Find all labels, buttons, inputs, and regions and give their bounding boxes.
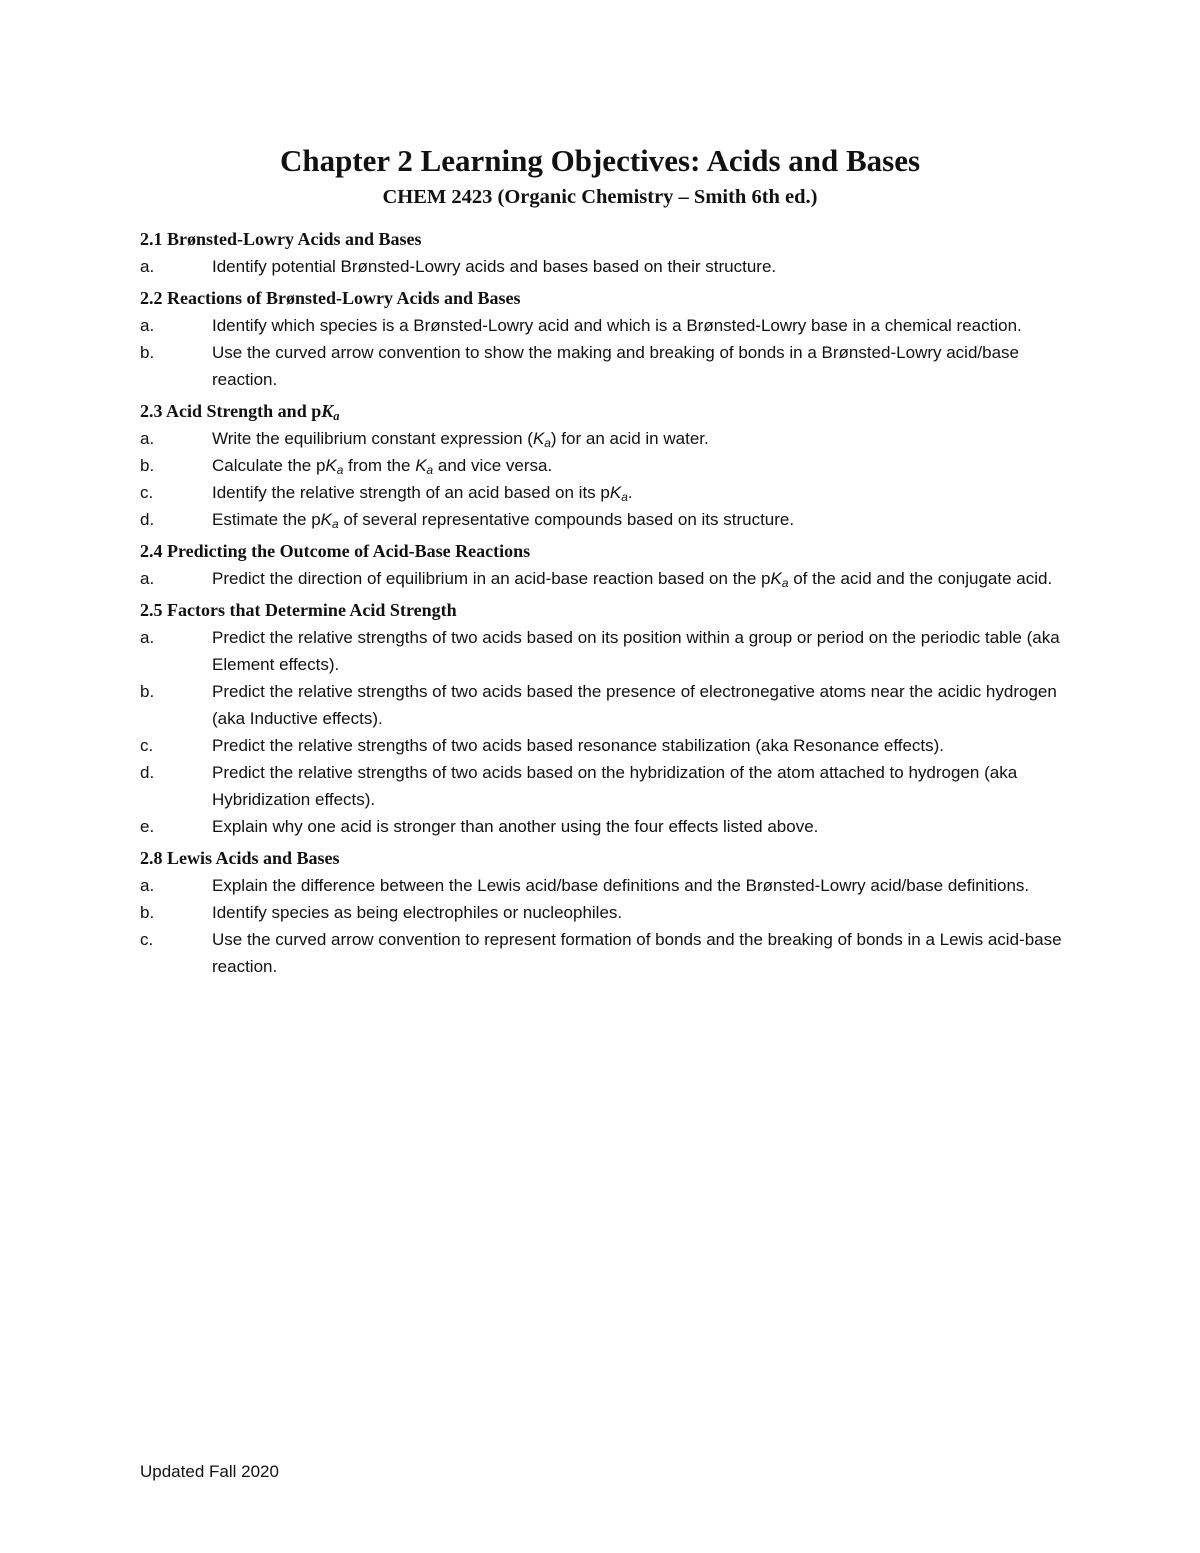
objective-text: Use the curved arrow convention to represent formation of bonds and the breaking of bonds in a Lewis acid-base reaction. xyxy=(212,930,1062,976)
objective-letter: c. xyxy=(140,930,154,949)
objective-item xyxy=(140,425,1065,452)
objectives-list xyxy=(140,226,1065,985)
section xyxy=(140,226,1065,280)
footer-updated: Updated Fall 2020 xyxy=(140,1462,279,1481)
objective-letter: c. xyxy=(140,736,154,755)
objective-text: Identify species as being electrophiles or nucleophiles. xyxy=(212,903,623,922)
objective-text: Use the curved arrow convention to show the making and breaking of bonds in a Brønsted-Lowry acid/base reaction. xyxy=(212,343,1020,389)
objective-item xyxy=(140,452,1065,479)
objective-item xyxy=(140,479,1065,506)
objective-item xyxy=(140,732,1065,759)
objective-letter: d. xyxy=(140,510,155,529)
section xyxy=(140,538,1065,592)
objective-letter: d. xyxy=(140,763,155,782)
objective-text: Predict the relative strengths of two acids based on the hybridization of the atom attached to hydrogen (aka Hybridization effects). xyxy=(212,763,1018,809)
section-heading: 2.1 Brønsted-Lowry Acids and Bases xyxy=(140,229,422,249)
objective-letter: a. xyxy=(140,876,155,895)
objective-item xyxy=(140,565,1065,592)
section-heading: 2.2 Reactions of Brønsted-Lowry Acids and Bases xyxy=(140,288,521,308)
objective-text: Identify which species is a Brønsted-Lowry acid and which is a Brønsted-Lowry base in a chemical reaction. xyxy=(212,316,1022,335)
section-heading: 2.5 Factors that Determine Acid Strength xyxy=(140,600,457,620)
objective-item xyxy=(140,339,1065,393)
objective-item xyxy=(140,253,1065,280)
document-subtitle: CHEM 2423 (Organic Chemistry – Smith 6th ed.) xyxy=(382,186,818,208)
objective-item xyxy=(140,506,1065,533)
section xyxy=(140,398,1065,533)
section-heading: 2.4 Predicting the Outcome of Acid-Base Reactions xyxy=(140,541,531,561)
objective-text: Calculate the $pK_a$ from the $K_a$ and vice versa. xyxy=(212,456,553,477)
objective-letter: e. xyxy=(140,817,155,836)
objective-text: Estimate the $pK_a$ of several representative compounds based on its structure. xyxy=(212,510,795,531)
objective-item xyxy=(140,678,1065,732)
objective-text: Identify the relative strength of an acid based on its $pK_a$. xyxy=(212,483,633,504)
objective-letter: b. xyxy=(140,903,155,922)
section-heading: 2.3 Acid Strength and $pK_a$ xyxy=(140,401,340,424)
objective-item xyxy=(140,624,1065,678)
objective-item xyxy=(140,926,1065,980)
objective-letter: a. xyxy=(140,628,155,647)
section-heading: 2.8 Lewis Acids and Bases xyxy=(140,848,340,868)
objective-letter: a. xyxy=(140,429,155,448)
objective-text: Predict the relative strengths of two acids based on its position within a group or period on the periodic table (aka Element effects). xyxy=(212,628,1060,674)
objective-text: Explain the difference between the Lewis acid/base definitions and the Brønsted-Lowry acid/base definitions. xyxy=(212,876,1030,895)
objective-text: Explain why one acid is stronger than another using the four effects listed above. xyxy=(212,817,819,836)
objective-letter: a. xyxy=(140,316,155,335)
objective-text: Identify potential Brønsted-Lowry acids and bases based on their structure. xyxy=(212,257,777,276)
objective-text: Predict the relative strengths of two acids based the presence of electronegative atoms near the acidic hydrogen (aka Inductive effects). xyxy=(212,682,1057,728)
objective-item xyxy=(140,899,1065,926)
objective-item xyxy=(140,813,1065,840)
objective-text: Write the equilibrium constant expression $(K_a)$ for an acid in water. xyxy=(212,429,709,450)
section xyxy=(140,285,1065,393)
objective-letter: a. xyxy=(140,569,155,588)
section xyxy=(140,845,1065,980)
objective-item xyxy=(140,759,1065,813)
objective-letter: b. xyxy=(140,456,155,475)
objective-letter: b. xyxy=(140,682,155,701)
objective-item xyxy=(140,312,1065,339)
objective-letter: a. xyxy=(140,257,155,276)
section xyxy=(140,597,1065,840)
objective-item xyxy=(140,872,1065,899)
objective-text: Predict the relative strengths of two acids based resonance stabilization (aka Resonance effects). xyxy=(212,736,945,755)
objective-text: Predict the direction of equilibrium in an acid-base reaction based on the $pK_a$ of the acid and the conjugate acid. xyxy=(212,569,1053,590)
objective-letter: c. xyxy=(140,483,154,502)
document-title: Chapter 2 Learning Objectives: Acids and Bases xyxy=(279,143,921,178)
objective-letter: b. xyxy=(140,343,155,362)
